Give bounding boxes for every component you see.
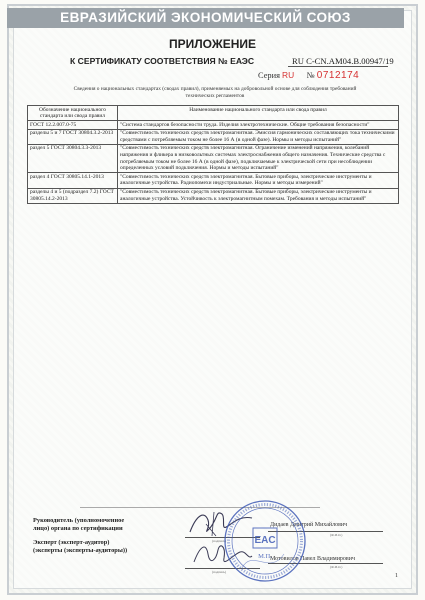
number-label: № (306, 71, 315, 80)
expert-label-1: Эксперт (эксперт-аудитор) (33, 539, 110, 546)
standard-code: раздел 4 ГОСТ 30805.14.1-2013 (28, 173, 118, 188)
table-header-row (28, 106, 399, 121)
series-line (258, 70, 359, 81)
standard-code: ГОСТ 12.2.007.0-75 (28, 121, 118, 130)
head-label-1: Руководитель (уполномоченное (33, 517, 125, 524)
standard-name: "Совместимость технических средств электромагнитная. Бытовые приборы, электрические инструменты и аналогичные устройства. Радиопомехи индустриальные. Нормы и методы измерений" (118, 173, 399, 188)
expert-sign-caption: (подпись) (212, 570, 227, 574)
head-name: Дидаев Дмитрий Михайлович (270, 522, 348, 528)
certificate-subtitle: К СЕРТИФИКАТУ СООТВЕТСТВИЯ № ЕАЭС (70, 56, 255, 66)
table-row (28, 173, 399, 188)
column-header-name: Наименование национального стандарта или свода правил (118, 106, 399, 121)
mp-label: М.П. (258, 553, 272, 560)
expert-label-2: (эксперты (эксперты-аудиторы)) (33, 547, 128, 554)
standard-name: "Система стандартов безопасности труда. Изделия электротехнические. Общие требования безопасности" (118, 121, 399, 130)
standard-name: "Совместимость технических средств электромагнитная. Ограничение изменений напряжения, колебаний напряжения и фликера в низковольтных системах электроснабжения общего назначения. Технические средства с потребляемым током не более 16 А (в одной фазе), подключаемые к электрической сети при несоблюдении определенных условий подключения. Нормы и методы испытаний" (118, 144, 399, 172)
series-label: Серия (258, 71, 280, 80)
page-title: ПРИЛОЖЕНИЕ (169, 37, 256, 51)
svg-text:EAC: EAC (254, 535, 276, 546)
certificate-number: RU C-CN.АМ04.В.00947/19 (292, 56, 394, 66)
standard-name: "Совместимость технических средств электромагнитная. Эмиссия гармонических составляющих тока техническими средствами с потребляемым током не более 16 А (в одной фазе). Нормы и методы испытаний" (118, 129, 399, 144)
cert-number-underline (288, 66, 388, 67)
standard-code: разделы 4 и 5 (подраздел 7.2) ГОСТ 30805.14.2-2013 (28, 188, 118, 203)
column-header-code: Обозначение национального стандарта или свода правил (28, 106, 118, 121)
seal-stamp-icon (222, 498, 308, 584)
signatories-labels (33, 517, 127, 555)
head-sign-caption: (подпись) (212, 539, 227, 543)
intro-text: Сведения о национальных стандартах (сводах правил), применяемых на добровольной основе для соблюдения требований технических регламентов (73, 86, 357, 99)
standards-table (27, 105, 399, 204)
standard-code: разделы 5 и 7 ГОСТ 30804.3.2-2013 (28, 129, 118, 144)
blank-number: 0712174 (316, 70, 360, 81)
table-row (28, 129, 399, 144)
expert-fio-caption: (Ф.И.О.) (330, 565, 343, 569)
table-row (28, 144, 399, 172)
union-banner: ЕВРАЗИЙСКИЙ ЭКОНОМИЧЕСКИЙ СОЮЗ (7, 8, 404, 28)
head-fio-caption: (Ф.И.О.) (330, 533, 343, 537)
table-row (28, 188, 399, 203)
series-value: RU (282, 70, 295, 80)
head-label-2: лицо) органа по сертификации (33, 525, 123, 532)
page-number: 1 (395, 573, 398, 579)
table-row (28, 121, 399, 130)
expert-name: Мотовилов Павел Владимирович (270, 556, 355, 562)
standard-name: "Совместимость технических средств электромагнитная. Бытовые приборы, электрические инструменты и аналогичные устройства. Устойчивость к электромагнитным помехам. Требования и методы испытаний" (118, 188, 399, 203)
standard-code: раздел 5 ГОСТ 30804.3.3-2013 (28, 144, 118, 172)
